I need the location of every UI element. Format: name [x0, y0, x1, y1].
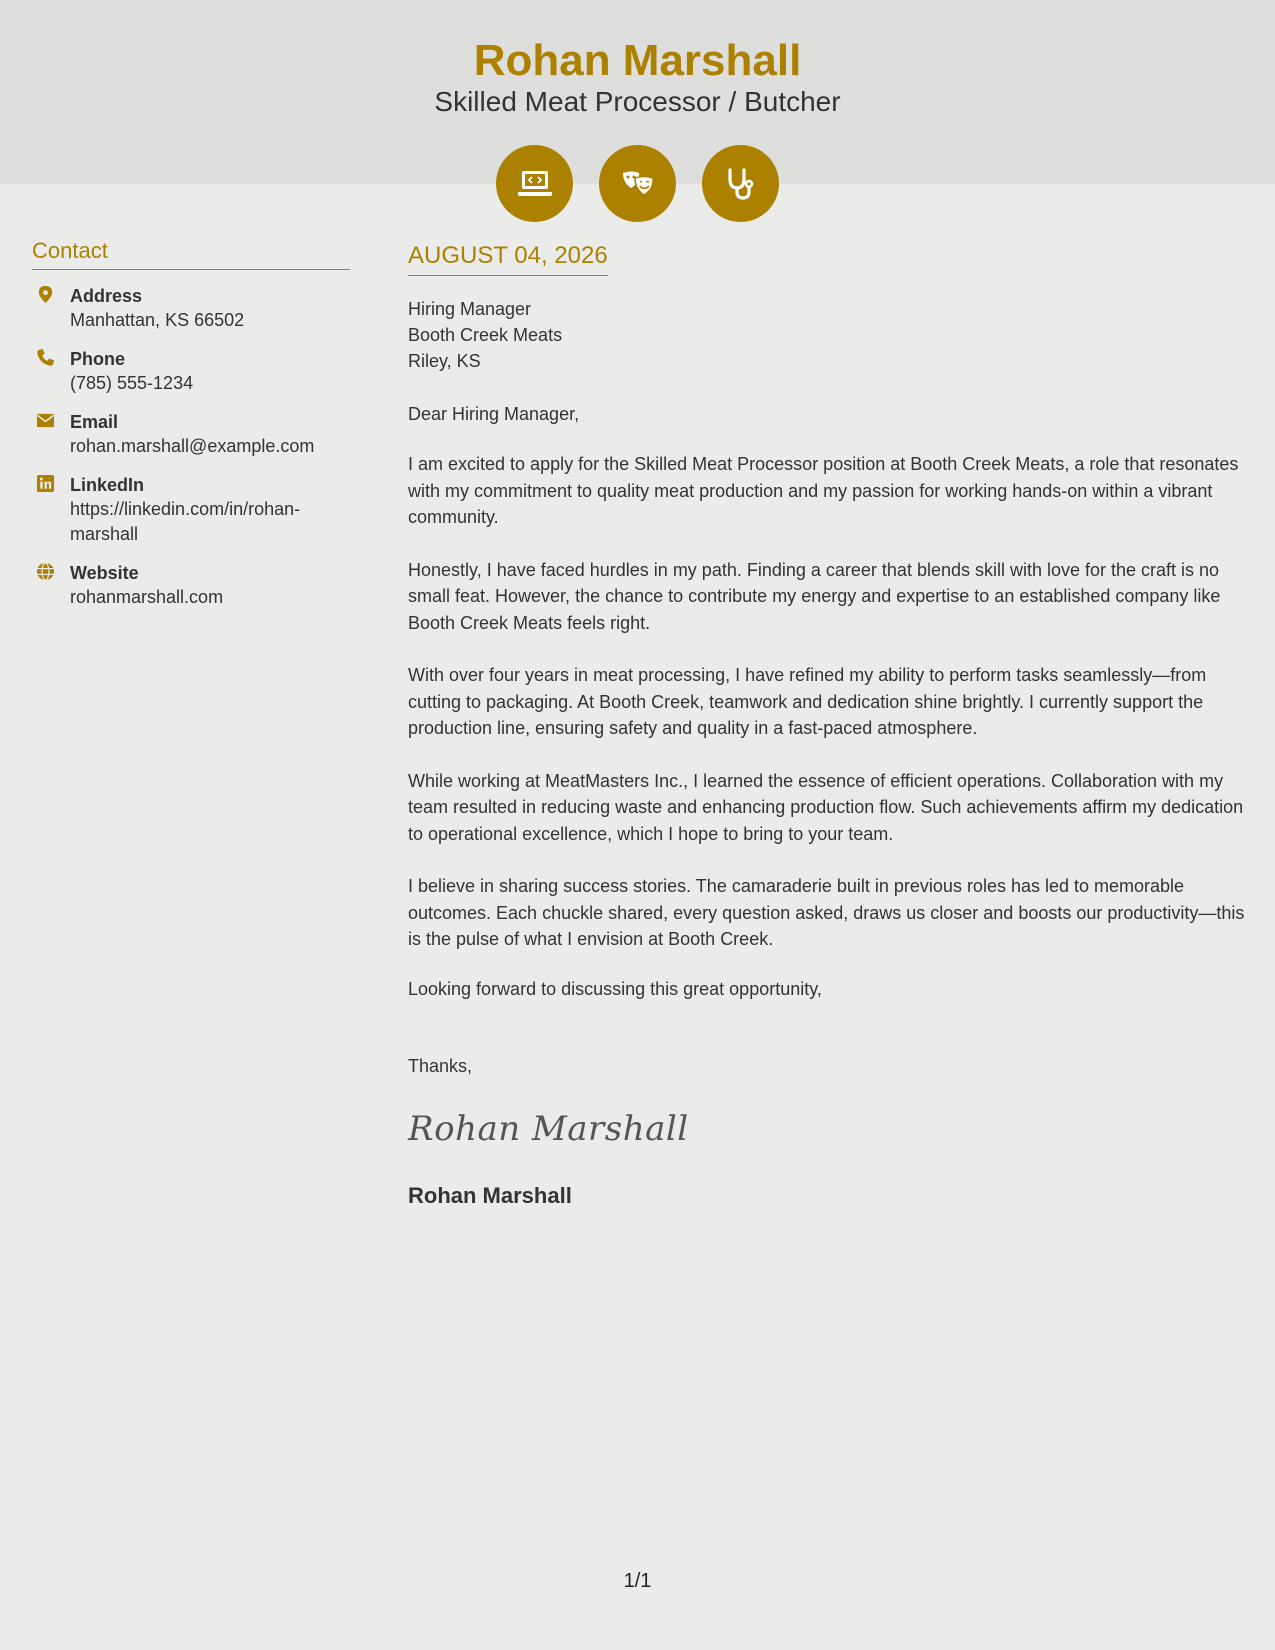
- contact-label: Website: [70, 563, 139, 583]
- recipient-line: Booth Creek Meats: [408, 325, 563, 345]
- letter-paragraph: While working at MeatMasters Inc., I learned the essence of efficient operations. Collaboration with my team resulted in reducing waste and enhancing production flow. Such achievements affirm my dedication to operational excellence, which I hope to bring to your team.: [408, 770, 1244, 844]
- contact-linkedin: [32, 473, 350, 547]
- contact-value[interactable]: rohan.marshall@example.com: [70, 436, 315, 456]
- contact-list: [32, 284, 350, 624]
- contact-value: (785) 555-1234: [70, 373, 194, 393]
- recipient-line: Hiring Manager: [408, 299, 532, 319]
- signed-name: Rohan Marshall: [408, 1182, 572, 1208]
- contact-address: [32, 284, 350, 333]
- contact-label: Phone: [70, 349, 126, 369]
- linkedin-icon: [32, 473, 70, 547]
- page-number: 1/1: [623, 1570, 652, 1592]
- contact-value[interactable]: rohanmarshall.com: [70, 587, 224, 607]
- contact-website: [32, 561, 350, 610]
- candidate-name: Rohan Marshall: [473, 36, 802, 85]
- letter-paragraph: With over four years in meat processing, I have refined my ability to perform tasks seamlessly—from cutting to packaging. At Booth Creek, teamwork and dedication shine brightly. I currently support the production line, ensuring safety and quality in a fast-paced atmosphere.: [408, 665, 1207, 738]
- contact-value: Manhattan, KS 66502: [70, 310, 245, 330]
- theater-masks-icon: [599, 145, 676, 222]
- phone-icon: [32, 347, 70, 396]
- letter-paragraph: I believe in sharing success stories. The camaraderie built in previous roles has led to memorable outcomes. Each chuckle shared, every question asked, draws us closer and boosts our productivity—this is the pulse of what I envision at Booth Creek.: [408, 876, 1245, 949]
- letter-paragraph: I am excited to apply for the Skilled Meat Processor position at Booth Creek Meats, a role that resonates with my commitment to quality meat production and my passion for working hands-on within a vibrant community.: [408, 454, 1239, 527]
- letter-paragraph: Honestly, I have faced hurdles in my path. Finding a career that blends skill with love for the craft is no small feat. However, the chance to contribute my energy and expertise to an established company like Booth Creek Meats feels right.: [408, 559, 1221, 633]
- recipient-block: [408, 296, 1253, 374]
- map-pin-icon: [32, 284, 70, 333]
- sign-off: Thanks,: [408, 1055, 473, 1076]
- header-icon-row: [496, 145, 779, 222]
- contact-label: LinkedIn: [70, 475, 145, 495]
- closing-line: Looking forward to discussing this great opportunity,: [408, 978, 822, 999]
- envelope-icon: [32, 410, 70, 459]
- salutation: Dear Hiring Manager,: [408, 404, 580, 424]
- stethoscope-icon: [702, 145, 779, 222]
- globe-icon: [32, 561, 70, 610]
- letter-date: AUGUST 04, 2026: [408, 242, 608, 276]
- job-title: Skilled Meat Processor / Butcher: [434, 86, 841, 117]
- contact-label: Email: [70, 412, 119, 432]
- laptop-code-icon: [496, 145, 573, 222]
- handwritten-signature: Rohan Marshall: [408, 1108, 689, 1149]
- recipient-line: Riley, KS: [408, 351, 481, 371]
- contact-email: [32, 410, 350, 459]
- contact-label: Address: [70, 286, 143, 306]
- contact-phone: [32, 347, 350, 396]
- letter-body: [408, 242, 1253, 1209]
- contact-value[interactable]: https://linkedin.com/in/rohan-marshall: [70, 499, 301, 544]
- contact-heading: Contact: [32, 238, 350, 270]
